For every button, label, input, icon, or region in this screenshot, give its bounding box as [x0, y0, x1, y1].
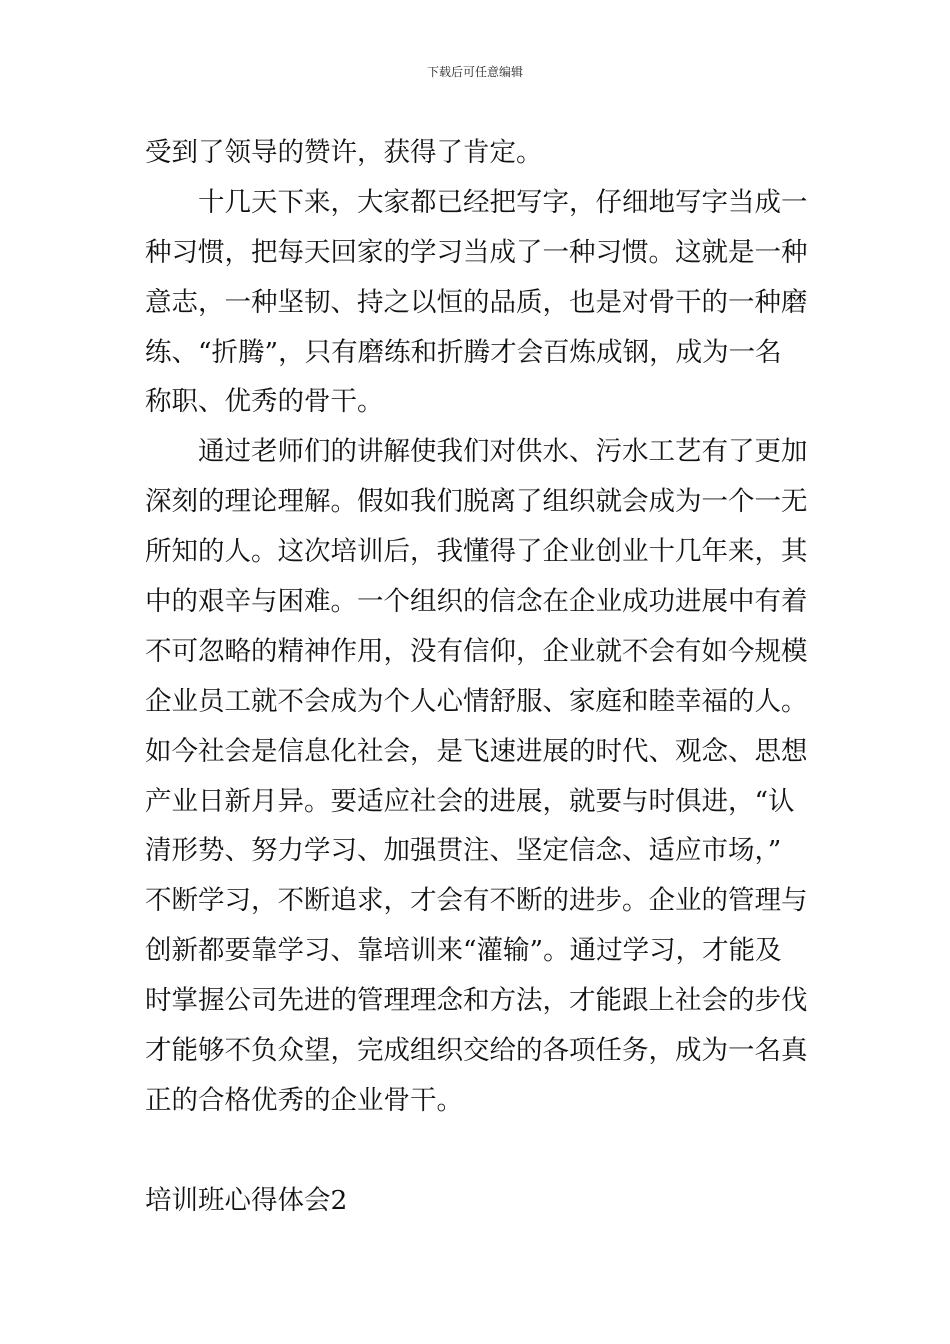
text-line: 中的艰辛与困难。一个组织的信念在企业成功进展中有着	[145, 586, 808, 618]
blank-line	[145, 1126, 810, 1176]
paragraph-start-line: 十几天下来，大家都已经把写字，仔细地写字当成一	[198, 186, 808, 218]
text-line: 称职、优秀的骨干。	[145, 386, 384, 418]
text-line: 意志，一种坚韧、持之以恒的品质，也是对骨干的一种磨	[145, 286, 808, 318]
section-title: 培训班心得体会2	[145, 1184, 348, 1216]
text-line: 时掌握公司先进的管理理念和方法，才能跟上社会的步伐	[145, 985, 808, 1017]
text-line: 如今社会是信息化社会，是飞速进展的时代、观念、思想	[145, 735, 808, 767]
page-header-note: 下载后可任意编辑	[426, 65, 523, 79]
text-line: 种习惯，把每天回家的学习当成了一种习惯。这就是一种	[145, 236, 808, 268]
text-line: 正的合格优秀的企业骨干。	[145, 1084, 463, 1116]
paragraph-start-line: 通过老师们的讲解使我们对供水、污水工艺有了更加	[198, 436, 808, 468]
document-body	[145, 128, 810, 1226]
text-line: 不断学习，不断追求，才会有不断的进步。企业的管理与	[145, 885, 808, 917]
text-line: 深刻的理论理解。假如我们脱离了组织就会成为一个一无	[145, 486, 808, 518]
text-line: 才能够不负众望，完成组织交给的各项任务，成为一名真	[145, 1035, 808, 1067]
text-line: 企业员工就不会成为个人心情舒服、家庭和睦幸福的人。	[145, 685, 808, 717]
text-line: 创新都要靠学习、靠培训来“灌输”。通过学习，才能及	[145, 935, 782, 967]
text-line: 不可忽略的精神作用，没有信仰，企业就不会有如今规模	[145, 635, 808, 667]
text-line: 练、“折腾”，只有磨练和折腾才会百炼成钢，成为一名	[145, 336, 782, 368]
text-line: 产业日新月异。要适应社会的进展，就要与时俱进，“认	[145, 785, 795, 817]
text-line: 清形势、努力学习、加强贯注、坚定信念、适应市场，”	[145, 835, 782, 867]
text-line: 受到了领导的赞许，获得了肯定。	[145, 137, 543, 168]
text-line: 所知的人。这次培训后，我懂得了企业创业十几年来，其	[145, 536, 808, 568]
